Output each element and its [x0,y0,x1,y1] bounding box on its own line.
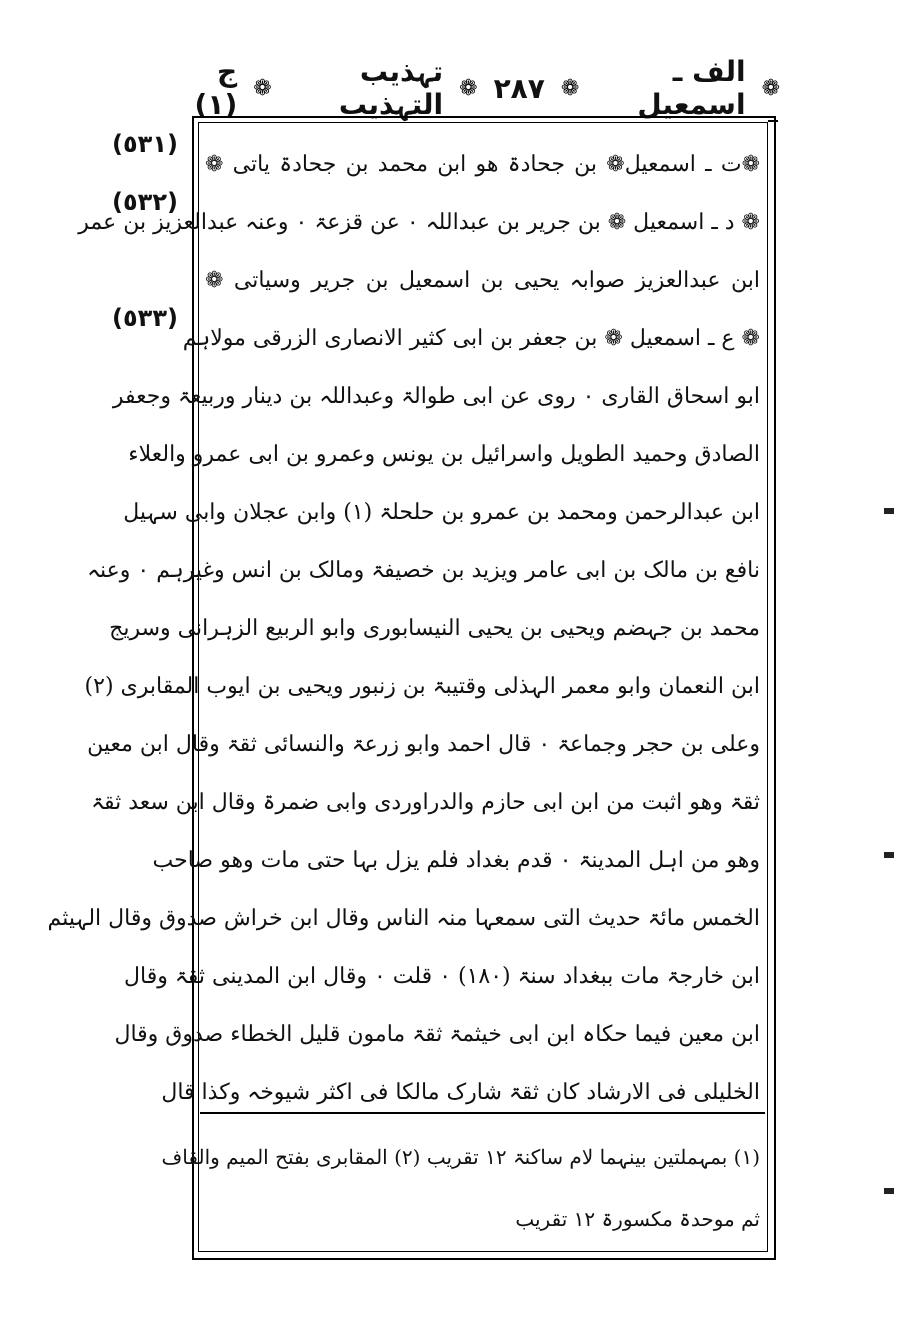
text-line: ثقۃ وھو اثبت من ابن ابی حازم والدراوردی وابی ضمرۃ وقال ابن سعد ثقۃ [91,790,760,815]
ornament-icon: ❁ [560,75,580,101]
volume-label: ج (١) [194,55,238,121]
scan-mark [884,852,894,858]
text-line: وعلی بن حجر وجماعۃ ۰ قال احمد وابو زرعۃ والنسائی ثقۃ وقال ابن معین [87,732,760,757]
frame-corner-mark [768,120,778,122]
text-line: الخلیلی فی الارشاد کان ثقۃ شارک مالکا فی اکثر شیوخہ وکذا قال [161,1080,760,1105]
text-line: نافع بن مالک بن ابی عامر ویزید بن خصیفۃ ومالک بن انس وغیرہم ۰ وعنہ [87,558,760,583]
section-title: الف ـ اسمعیل [637,55,746,121]
ornament-icon: ❁ [253,75,272,101]
ornament-icon: ❁ [761,75,780,101]
footnote-line: (١) بمہملتین بینہما لام ساکنۃ ١٢ تقریب (٢) المقابری بفتح المیم والقاف [161,1145,760,1169]
page-number: ٢٨٧ [493,71,545,105]
footnote-line: ثم موحدۃ مکسورۃ ١٢ تقریب [515,1207,760,1231]
text-line: ابن عبدالعزیز صوابہ یحیی بن اسمعیل بن جریر وسیاتی ❁ [205,268,760,293]
text-line: ابن معین فیما حکاہ ابن ابی خیثمۃ ثقۃ مامون قلیل الخطاء صدوق وقال [114,1022,760,1047]
entry-number: (٥٣٢) [112,188,178,216]
ornament-icon: ❁ [459,75,478,101]
page-header [180,55,780,121]
text-line: وھو من اہل المدینۃ ۰ قدم بغداد فلم یزل بہا حتی مات وھو صاحب [152,848,760,873]
text-line: ❁ ع ـ اسمعیل ❁ بن جعفر بن ابی کثیر الانصاری الزرقی مولاہم [182,326,760,351]
text-line: ❁ د ـ اسمعیل ❁ بن جریر بن عبداللہ ۰ عن قزعۃ ۰ وعنہ عبدالعزیز بن عمر [78,210,760,235]
text-line: ❁ت ـ اسمعیل❁ بن جحادۃ ھو ابن محمد بن جحادۃ یاتی ❁ [205,152,760,177]
text-line: ابن النعمان وابو معمر الہذلی وقتیبۃ بن زنبور ویحیی بن ایوب المقابری (٢) [84,674,760,699]
text-line: محمد بن جہضم ویحیی بن یحیی النیسابوری وابو الربیع الزہرانی وسریج [109,616,760,641]
text-line: ابن خارجۃ مات ببغداد سنۃ (١٨٠) ۰ قلت ۰ وقال ابن المدینی ثقۃ وقال [124,964,760,989]
entry-number: (٥٣١) [112,130,178,158]
book-title: تہذیب التہذیب [338,55,444,121]
footnote-divider [200,1112,765,1114]
footnotes [161,1126,760,1250]
scan-mark [884,508,894,514]
text-line: ابن عبدالرحمن ومحمد بن عمرو بن حلحلۃ (١) وابن عجلان وابی سہیل [123,500,760,525]
text-line: الصادق وحمید الطویل واسرائیل بن یونس وعمرو بن ابی عمرو والعلاء [128,442,760,467]
text-line: الخمس مائۃ حدیث التی سمعہا منہ الناس وقال ابن خراش صدوق وقال الہیثم [47,906,760,931]
entry-number: (٥٣٣) [112,304,178,332]
scan-mark [884,1188,894,1194]
text-line: ابو اسحاق القاری ۰ روی عن ابی طوالۃ وعبداللہ بن دینار وربیعۃ وجعفر [112,384,760,409]
